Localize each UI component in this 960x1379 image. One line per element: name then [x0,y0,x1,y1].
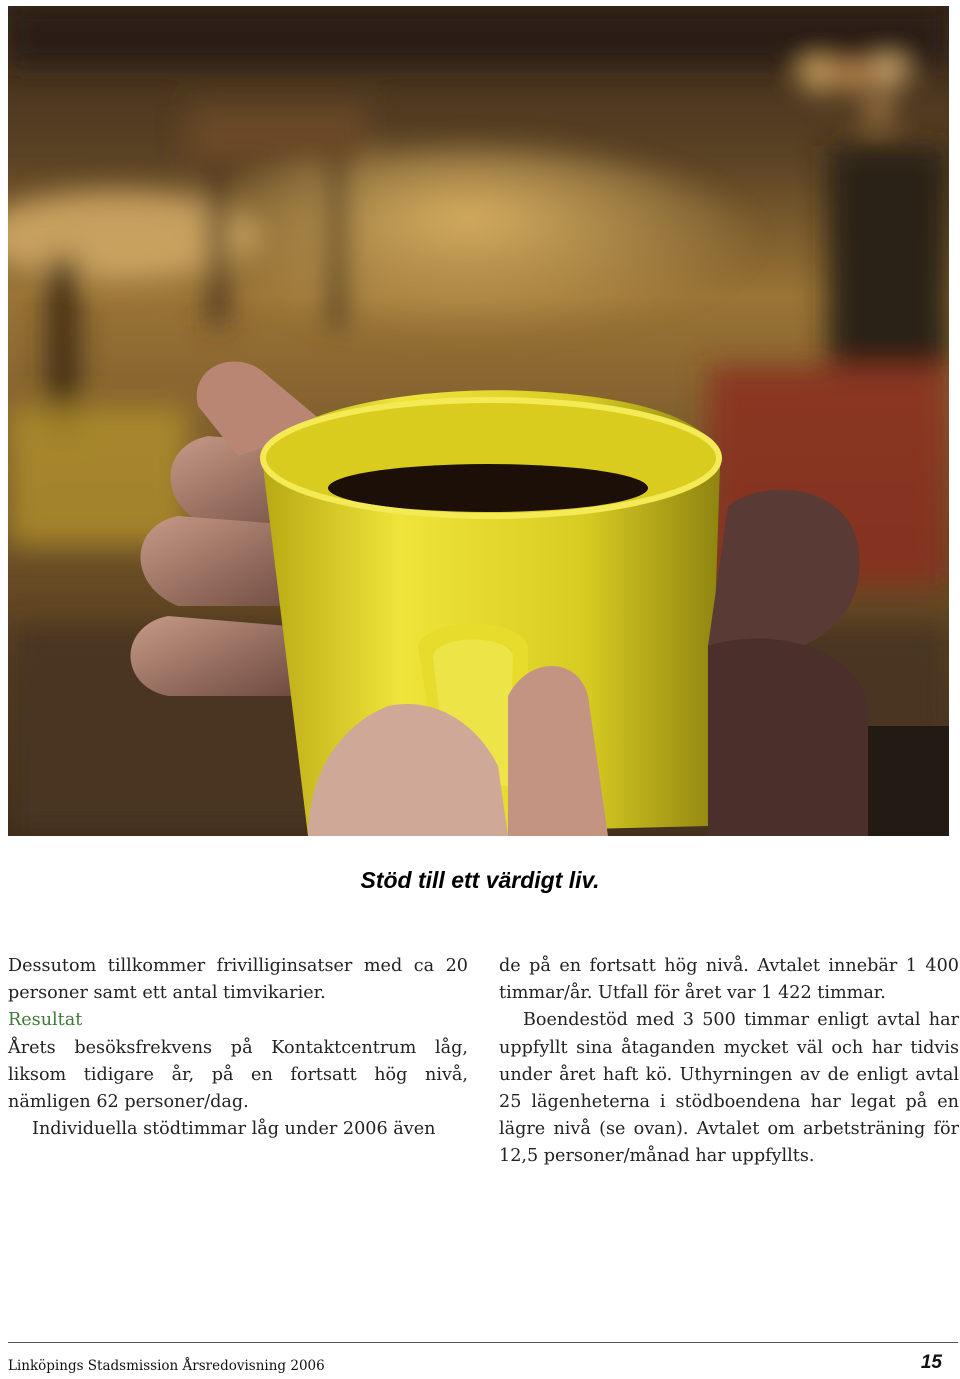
paragraph-volunteers: Dessutom tillkommer frivilliginsatser med ca 20 personer samt ett antal timvikarier. [8,956,468,1004]
photo-caption: Stöd till ett värdigt liv. [360,867,600,893]
page-number: 15 [920,1352,942,1373]
paragraph-support-hours: Individuella stödtimmar låg under 2006 även [32,1119,436,1140]
paragraph-housing-support: Boendestöd med 3 500 timmar enligt avtal har uppfyllt sina åtaganden mycket väl och har tidvis under året haft kö. Uthyrningen av de enligt avtal 25 lägenheterna i stödboendena har legat på en lägre nivå (se ovan). Avtalet om arbetsträning för 12,5 personer/månad har uppfyllts. [499,1010,959,1167]
footer-divider [8,1342,958,1343]
paragraph-agreement-hours: de på en fortsatt hög nivå. Avtalet innebär 1 400 timmar/år. Utfall för året var 1 422 timmar. [499,956,959,1004]
section-heading-resultat: Resultat [8,1010,83,1031]
right-column [499,953,959,1171]
footer-publication-title: Linköpings Stadsmission Årsredovisning 2006 [8,1358,325,1374]
coffee-mug-photo [8,6,949,836]
left-column [8,953,468,1143]
paragraph-visit-frequency: Årets besöksfrekvens på Kontaktcentrum låg, liksom tidigare år, på en fortsatt hög nivå, nämligen 62 personer/dag. [8,1037,468,1113]
cover-photo [8,6,949,836]
